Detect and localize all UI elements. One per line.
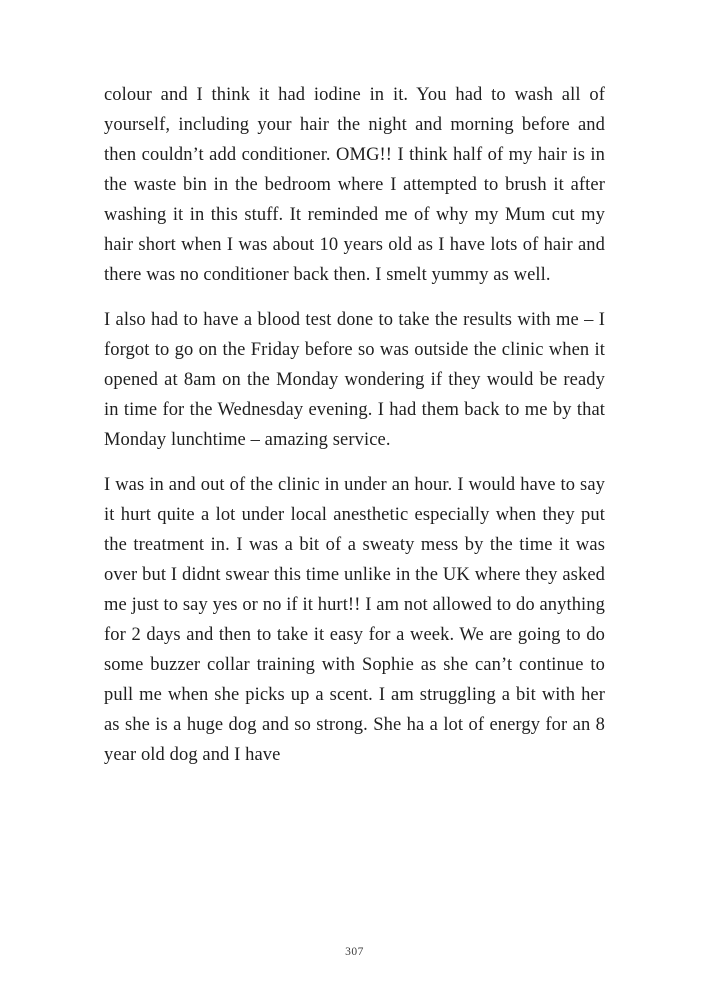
paragraph: I was in and out of the clinic in under an hour. I would have to say it hurt quite a lot under local anesthetic especially when they put the treatment in. I was a bit of a sweaty mess by the time it was over but I didnt swear this time unlike in the UK where they asked me just to say yes or no if it hurt!! I am not allowed to do anything for 2 days and then to take it easy for a week. We are going to do some buzzer collar training with Sophie as she can’t continue to pull me when she picks up a scent. I am struggling a bit with her as she is a huge dog and so strong. She ha a lot of energy for an 8 year old dog and I have <box>104 475 605 765</box>
page-number: 307 <box>345 946 364 958</box>
paragraph: colour and I think it had iodine in it. You had to wash all of yourself, including your hair the night and morning before and then couldn’t add conditioner. OMG!! I think half of my hair is in the waste bin in the bedroom where I attempted to brush it after washing it in this stuff. It reminded me of why my Mum cut my hair short when I was about 10 years old as I have lots of hair and there was no conditioner back then. I smelt yummy as well. <box>104 85 605 285</box>
paragraph: I also had to have a blood test done to take the results with me – I forgot to go on the Friday before so was outside the clinic when it opened at 8am on the Monday wondering if they would be ready in time for the Wednesday evening. I had them back to me by that Monday lunchtime – amazing service. <box>104 310 605 450</box>
body-text <box>104 80 605 770</box>
